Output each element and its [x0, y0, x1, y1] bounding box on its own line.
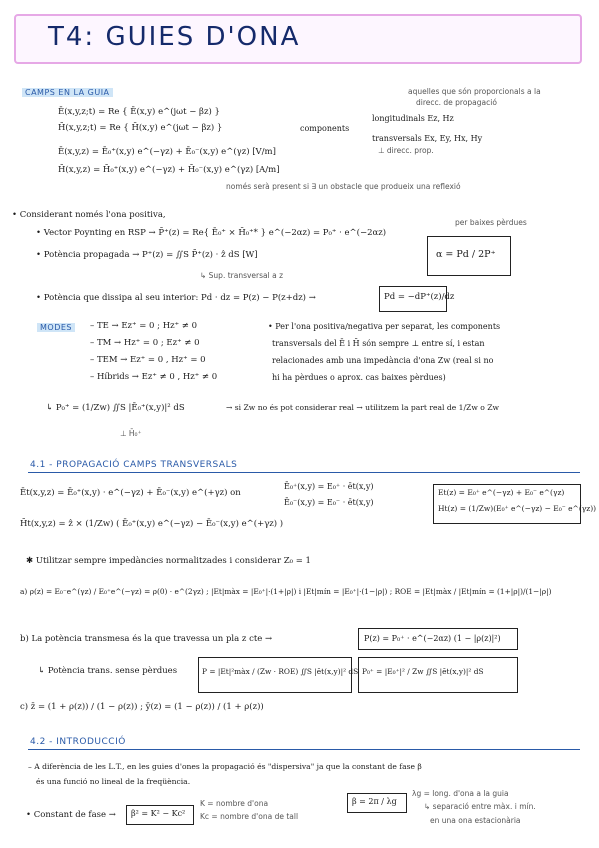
mode-te: – TE → Ez⁺ = 0 ; Hz⁺ ≠ 0 — [90, 321, 198, 331]
note-direction: direcc. de propagació — [416, 98, 497, 107]
note-transversal-surface: ↳ Sup. transversal a z — [200, 271, 284, 280]
note-low-loss: per baixes pèrdues — [455, 218, 527, 227]
k-note: K = nombre d'ona — [200, 799, 269, 808]
poynting-vector: • Vector Poynting en RSP → P̄⁺(z) = Re{ Ē₀⁺ × H̄₀⁺* } e^(−2αz) = P₀⁺ · e^(−2αz) — [36, 228, 387, 238]
mode-tem: – TEM → Ez⁺ = 0 , Hz⁺ = 0 — [90, 355, 206, 365]
note-reflection: només serà present si ∃ un obstacle que produeix una reflexió — [226, 182, 461, 191]
mode-hybrid: – Híbrids → Ez⁺ ≠ 0 , Hz⁺ ≠ 0 — [90, 372, 218, 382]
b2-box-formula: P = |Et|²màx / (Zw · ROE) ∬S |ēt(x,y)|² dS — [202, 667, 359, 676]
components-label: components — [300, 124, 350, 133]
h0-note: ⊥ H̄₀⁺ — [120, 429, 142, 438]
section-label-camps: CAMPS EN LA GUIA — [22, 88, 113, 97]
propagated-power: • Potència propagada → P⁺(z) = ∬S P̄⁺(z) · ẑ dS [W] — [36, 250, 258, 260]
pd-formula: Pd = −dP⁺(z)/dz — [384, 292, 455, 302]
alpha-formula: α = Pd / 2P⁺ — [436, 249, 496, 260]
eq-h-phasor: H̄(x,y,z) = H̄₀⁺(x,y) e^(−γz) + H̄₀⁻(x,y) e^(γz) [A/m] — [58, 165, 280, 175]
kc-note: Kc = nombre d'ona de tall — [200, 812, 299, 821]
et-on-1: Ē₀⁺(x,y) = E₀⁺ · ēt(x,y) — [284, 482, 374, 491]
ht-formula: H̄t(x,y,z) = ẑ × (1/Zw) ( Ē₀⁺(x,y) e^(−γz) − Ē₀⁻(x,y) e^(+γz) ) — [20, 519, 284, 529]
p0-formula: ↳ P₀⁺ = (1/Zw) ∬S |Ē₀⁺(x,y)|² dS — [46, 403, 185, 413]
phase-constant-label: • Constant de fase → — [26, 810, 116, 820]
page-title: T4: GUIES D'ONA — [48, 22, 301, 52]
heading-4-2-underline — [28, 749, 580, 750]
components-long: longitudinals Ez, Hz — [372, 114, 454, 123]
b-box-formula: P(z) = P₀⁺ · e^(−2αz) (1 − |ρ(z)|²) — [364, 634, 501, 643]
intro-line-2: és una funció no lineal de la freqüència. — [36, 777, 191, 786]
et-box-formula: Et(z) = E₀⁺ e^(−γz) + E₀⁻ e^(γz) — [438, 488, 565, 497]
dissipated-power: • Potència que dissipa al seu interior: Pd · dz = P(z) − P(z+dz) → — [36, 293, 316, 303]
note-normalized: ✱ Utilitzar sempre impedàncies normalitzades i considerar Z₀ = 1 — [26, 556, 311, 566]
modes-desc-2: transversals del Ē i H̄ són sempre ⊥ entre sí, i estan — [272, 339, 485, 348]
item-a-reflection: a) ρ(z) = E₀⁻e^(γz) / E₀⁺e^(−γz) = ρ(0) · e^(2γz) ; |Et|màx = |E₀⁺|·(1+|ρ|) i |Et|mín = |E₀⁺|·(1−|ρ|) ; ROE = |Et|màx / |Et|mín = (1+|ρ|)/(1−|ρ|) — [20, 587, 552, 596]
eq-e-time: Ē(x,y,z;t) = Re { Ē(x,y) e^(jωt − βz) } — [58, 107, 220, 117]
beta-formula: β = 2π / λg — [352, 797, 397, 806]
heading-4-1-underline — [28, 472, 580, 473]
modes-desc-3: relacionades amb una impedància d'ona Zw (real si no — [272, 356, 494, 365]
et-formula: Ēt(x,y,z) = Ē₀⁺(x,y) · e^(−γz) + Ē₀⁻(x,y) e^(+γz) on — [20, 488, 241, 498]
mode-tm: – TM → Hz⁺ = 0 ; Ez⁺ ≠ 0 — [90, 338, 200, 348]
section-label-modes: MODES — [37, 323, 75, 332]
intro-line-1: – A diferència de les L.T., en les guies d'ones la propagació és "dispersiva" ja que la constant de fase β — [28, 762, 422, 771]
modes-desc-4: hi ha pèrdues o aprox. cas baixes pèrdues) — [272, 373, 446, 382]
eq-e-phasor: Ē(x,y,z) = Ē₀⁺(x,y) e^(−γz) + Ē₀⁻(x,y) e^(γz) [V/m] — [58, 147, 276, 157]
modes-desc-1: • Per l'ona positiva/negativa per separat, les components — [268, 322, 501, 331]
heading-4-2: 4.2 - INTRODUCCIÓ — [30, 737, 126, 747]
phase-constant-formula: β² = K² − Kc² — [131, 809, 186, 818]
p0-note: → si Zw no és pot considerar real → utilitzem la part real de 1/Zw o Zw — [226, 403, 500, 412]
ht-box-formula: Ht(z) = (1/Zw)(E₀⁺ e^(−γz) − E₀⁻ e^(γz)) — [438, 504, 597, 513]
b3-box-formula: P₀⁺ = |E₀⁺|² / Zw ∬S |ēt(x,y)|² dS — [362, 667, 484, 676]
heading-4-1: 4.1 - PROPAGACIÓ CAMPS TRANSVERSALS — [30, 460, 238, 470]
item-b-lossless: ↳ Potència trans. sense pèrdues — [38, 666, 178, 676]
item-b-power: b) La potència transmesa és la que travessa un pla z cte → — [20, 634, 273, 644]
item-c-impedance: c) z̄ = (1 + ρ(z)) / (1 − ρ(z)) ; ȳ(z) = (1 − ρ(z)) / (1 + ρ(z)) — [20, 702, 264, 712]
components-trans-note: ⊥ direcc. prop. — [378, 146, 434, 155]
lg-note-1: λg = long. d'ona a la guia — [412, 789, 509, 798]
components-trans: transversals Ex, Ey, Hx, Hy — [372, 134, 483, 143]
power-intro: • Considerant només l'ona positiva, — [12, 210, 166, 220]
lg-note-2: ↳ separació entre màx. i mín. — [424, 802, 536, 811]
lg-note-3: en una ona estacionària — [430, 816, 521, 825]
note-proportional: aquelles que són proporcionals a la — [408, 87, 541, 96]
eq-h-time: H̄(x,y,z;t) = Re { H̄(x,y) e^(jωt − βz) } — [58, 123, 223, 133]
et-on-2: Ē₀⁻(x,y) = E₀⁻ · ēt(x,y) — [284, 498, 374, 507]
